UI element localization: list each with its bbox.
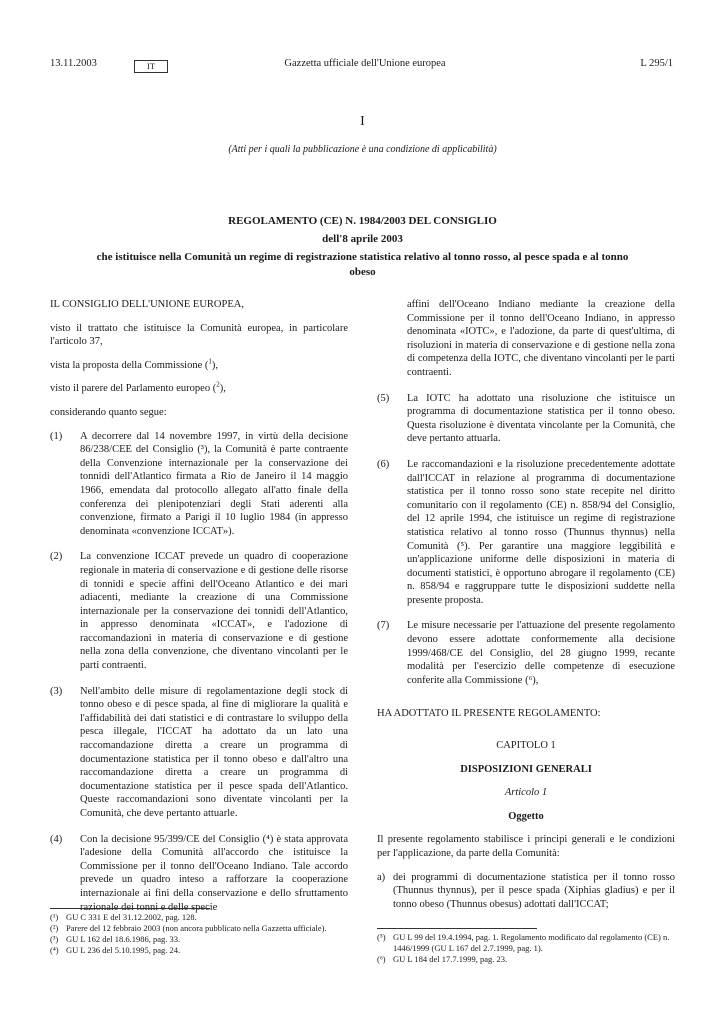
point-label: a)	[377, 871, 386, 883]
footnote-5: (⁵) GU L 99 del 19.4.1994, pag. 1. Regolamento modificato dal regolamento (CE) n. 1446/1999 (GU L 167 del 2.7.1999, pag. 1).	[377, 932, 670, 953]
page-number: L 295/1	[640, 58, 673, 69]
treaty-line: visto il trattato che istituisce la Comunità europea, in particolare l'articolo 37,	[50, 322, 348, 348]
point-text: dei programmi di documentazione statistica per il tonno rosso (Thunnus thynnus), per il pesce spada (Xiphias gladius) e per il tonno obeso (Thunnus obesus) adottati dall'ICCAT;	[393, 871, 675, 910]
proposal-line: vista la proposta della Commissione ($^1$),	[50, 357, 218, 371]
series-numeral: I	[360, 114, 365, 129]
series-note: (Atti per i quali la pubblicazione è una condizione di applicabilità)	[228, 144, 497, 155]
recital-1	[50, 430, 348, 539]
regulation-date: dell'8 aprile 2003	[322, 233, 403, 245]
recital-text: La convenzione ICCAT prevede un quadro di cooperazione regionale in materia di conservazione e di gestione delle risorse di tonnidi e specie affini dell'Oceano Atlantico e dei mari adiacenti, mediante la creazione di una Commissione internazionale per la conservazione dei tonnidi dell'Atlantico, in appresso denominata «ICCAT», e l'adozione di raccomandazioni in materia di conservazione e di gestione nella zona della convenzione, che diventano vincolanti per le parti contraenti.	[80, 551, 348, 672]
recital-7	[377, 619, 675, 687]
recital-text: La IOTC ha adottato una risoluzione che istituisce un programma di documentazione statistica per il tonno obeso. Questa risoluzione è diventata vincolante per la Comunità, che deve pertanto attuarla.	[407, 392, 675, 445]
recital-number: (3)	[50, 685, 63, 697]
footnote-1: (¹) GU C 331 E del 31.12.2002, pag. 128.	[50, 912, 197, 922]
header-date: 13.11.2003	[50, 58, 97, 69]
parliament-line: visto il parere del Parlamento europeo ($^2$),	[50, 380, 226, 395]
recital-number: (1)	[50, 430, 63, 442]
article-title: Oggetto	[508, 810, 544, 822]
recital-text: Nell'ambito delle misure di regolamentazione degli stock di tonno obeso e di pesce spada, al fine di migliorare la qualità e l'affidabilità dei dati statistici e di contrastare lo sviluppo della pesca illegale, l'ICCAT ha adottato da un lato una raccomandazione diretta a creare un programma di documentazione statistica per il tonno obeso e dall'altro una raccomandazione diretta a creare un programma di documentazione statistica per il pesce spada dell'Atlantico. Queste raccomandazioni sono diventate vincolanti per la Comunità, che deve pertanto attuarle.	[80, 685, 348, 819]
recital-4-continued	[377, 298, 675, 380]
considering-line: considerando quanto segue:	[50, 406, 167, 418]
footnotes-right	[377, 928, 675, 965]
footnote-divider	[377, 928, 537, 929]
footnote-6: (⁶) GU L 184 del 17.7.1999, pag. 23.	[377, 954, 508, 964]
journal-title: Gazzetta ufficiale dell'Unione europea	[284, 58, 446, 69]
chapter-heading: CAPITOLO 1	[496, 740, 556, 752]
recital-number: (7)	[377, 620, 390, 632]
language-box: IT	[134, 60, 168, 73]
footnote-2: (²) Parere del 12 febbraio 2003 (non ancora pubblicato nella Gazzetta ufficiale).	[50, 923, 327, 933]
recital-4	[50, 833, 348, 915]
footnote-divider	[50, 908, 210, 909]
recital-3	[50, 685, 348, 821]
recital-number: (6)	[377, 458, 390, 470]
chapter-title: DISPOSIZIONI GENERALI	[460, 763, 592, 775]
article-heading: Articolo 1	[504, 787, 548, 799]
right-column	[377, 298, 675, 923]
footnote-4: (⁴) GU L 236 del 5.10.1995, pag. 24.	[50, 945, 181, 955]
recital-number: (5)	[377, 392, 390, 404]
recital-2	[50, 550, 348, 672]
regulation-subject: che istituisce nella Comunità un regime di registrazione statistica relativo al tonno rosso, al pesce spada e al tonno obeso	[96, 251, 629, 278]
recital-text: Le raccomandazioni e la risoluzione precedentemente adottate dall'ICCAT in relazione al programma di documentazione statistica per il tonno rosso sono state recepite nel diritto comunitario con il regolamento (CE) n. 858/94 del Consiglio, del 12 aprile 1994, che istituisce un regime di registrazione statistica relativo al tonno rosso (Thunnus thynnus) nella Comunità (⁵). Per garantire una maggiore leggibilità e un'applicazione uniforme delle disposizioni in materia di documenti statistici, è opportuno abrogare il regolamento (CE) n. 858/94 e raggruppare tutte le disposizioni suddette nella presente proposta.	[407, 458, 675, 606]
recital-text: Le misure necessarie per l'attuazione del presente regolamento devono essere adottate conformemente alla decisione 1999/468/CE del Consiglio, del 28 giugno 1999, recante modalità per l'esercizio delle competenze di esecuzione conferite alla Commissione (⁶),	[407, 620, 675, 686]
recital-5	[377, 392, 675, 446]
regulation-title: REGOLAMENTO (CE) N. 1984/2003 DEL CONSIGLIO	[228, 215, 497, 227]
recital-6	[377, 458, 675, 608]
recital-text: affini dell'Oceano Indiano mediante la creazione della Commissione per il tonno dell'Oceano Indiano, in appresso denominata «IOTC», e l'adozione, da parte di quest'ultima, di risoluzioni in materia di conservazione e di gestione nella zona di competenza della IOTC, che diventano vincolanti per le parti contraenti.	[407, 299, 675, 378]
council-line: IL CONSIGLIO DELL'UNIONE EUROPEA,	[50, 299, 244, 310]
left-column	[50, 298, 348, 926]
recital-number: (4)	[50, 833, 63, 845]
footnotes-left	[50, 908, 350, 956]
article-intro: Il presente regolamento stabilisce i principi generali e le condizioni per l'applicazione, da parte della Comunità:	[377, 834, 675, 859]
recital-number: (2)	[50, 551, 63, 563]
article-point-a	[377, 871, 675, 912]
recital-text: Con la decisione 95/399/CE del Consiglio (⁴) è stata approvata l'adesione della Comunità all'accordo che istituisce la Commissione per il tonno dell'Oceano Indiano. Tale accordo prevede un quadro inteso a rafforzare la cooperazione internazionale ai fini della conservazione e dello sfruttamento razionale dei tonni e delle specie	[80, 833, 348, 913]
footnote-3: (³) GU L 162 del 18.6.1986, pag. 33.	[50, 934, 181, 944]
recital-text: A decorrere dal 14 novembre 1997, in virtù della decisione 86/238/CEE del Consiglio (³), la Comunità è parte contraente della Convenzione internazionale per la conservazione dei tonnidi dell'Atlantico firmata a Rio de Janeiro il 14 maggio 1966, emendata dal protocollo allegato all'atto finale della conferenza dei plenipotenziari degli Stati aderenti alla convenzione, firmato a Parigi il 10 luglio 1984 (in appresso denominata «convenzione ICCAT»).	[80, 430, 348, 537]
adopted-line: HA ADOTTATO IL PRESENTE REGOLAMENTO:	[377, 708, 601, 720]
